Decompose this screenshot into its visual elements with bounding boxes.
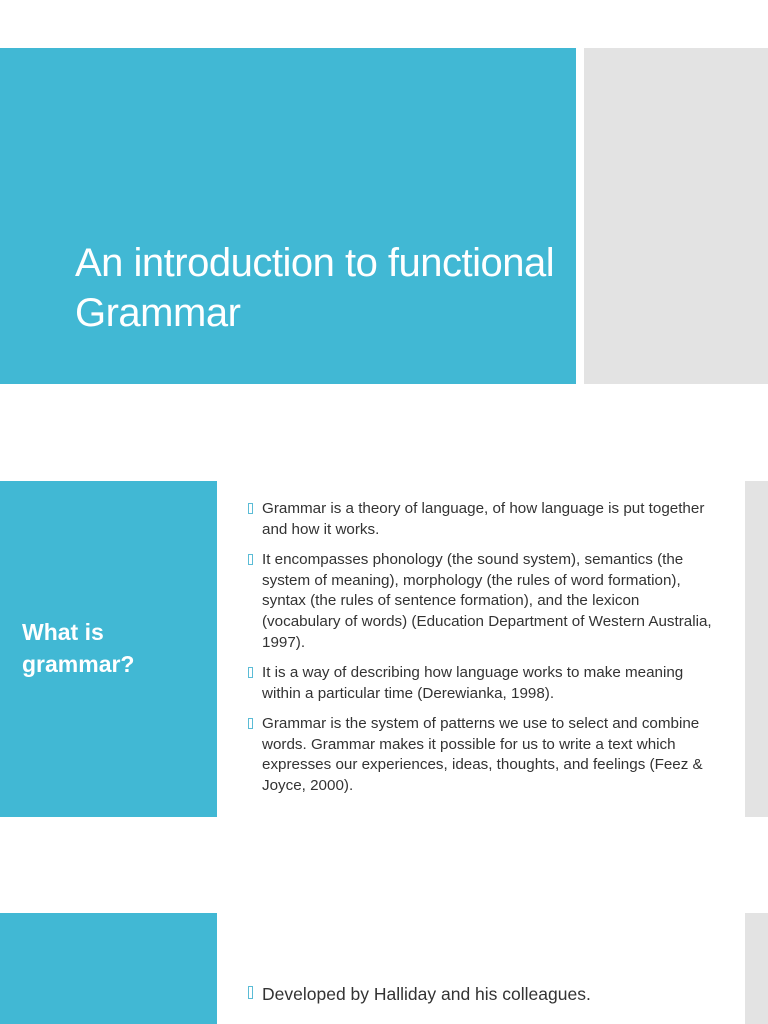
bullet-icon: [248, 503, 253, 514]
list-item-text: It is a way of describing how language works to make meaning within a particular time (Derewianka, 1998).: [262, 663, 684, 702]
list-item: [248, 663, 718, 704]
list-item-text: It encompasses phonology (the sound system), semantics (the system of meaning), morphology (the rules of word formation), syntax (the rules of sentence formation), and the lexicon (vocabulary of words) (Education Department of Western Australia, 1997).: [262, 550, 712, 651]
slide3-side-panel: [745, 913, 768, 1024]
list-item: [248, 550, 718, 654]
slide3-bullet-list: [248, 982, 728, 1016]
slide2-bullet-list: [248, 499, 718, 806]
slide2-side-panel: [745, 481, 768, 817]
list-item-text: Developed by Halliday and his colleagues.: [262, 984, 591, 1004]
list-item: [248, 714, 718, 797]
bullet-icon: [248, 554, 253, 565]
list-item: [248, 499, 718, 540]
list-item: [248, 982, 728, 1006]
slide1-side-panel: [584, 48, 768, 384]
bullet-icon: [248, 986, 253, 999]
slide2-title: What is grammar?: [22, 619, 135, 677]
slide3-title-panel: [0, 913, 217, 1024]
list-item-text: Grammar is a theory of language, of how language is put together and how it works.: [262, 500, 705, 538]
list-item-text: Grammar is the system of patterns we use to select and combine words. Grammar makes it possible for us to write a text which expresses our experiences, ideas, thoughts, and feelings (Feez & Joyce, 2000).: [262, 714, 703, 794]
slide1-title: An introduction to functional Grammar: [75, 241, 555, 335]
bullet-icon: [248, 718, 253, 729]
bullet-icon: [248, 667, 253, 678]
